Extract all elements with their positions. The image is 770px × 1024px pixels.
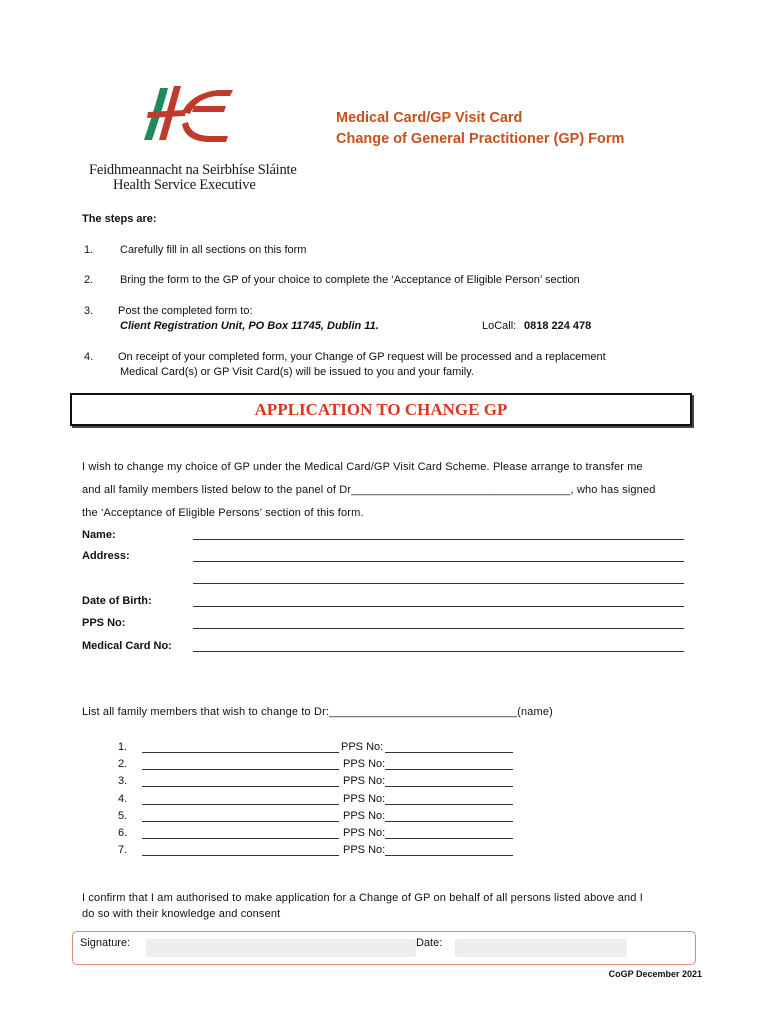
address-field-line1[interactable] [193, 561, 684, 562]
org-name-english: Health Service Executive [113, 177, 256, 193]
name-field[interactable] [193, 539, 684, 540]
step-text-continued: Medical Card(s) or GP Visit Card(s) will be issued to you and your family. [120, 366, 474, 378]
family-member-name-field[interactable] [142, 786, 339, 787]
hse-logo [138, 82, 238, 144]
form-code: CoGP December 2021 [608, 969, 702, 979]
address-field-line2[interactable] [193, 583, 684, 584]
date-label: Date: [416, 937, 443, 949]
signature-label: Signature: [80, 937, 131, 949]
address-label: Address: [82, 550, 130, 562]
family-row-number: 4. [118, 792, 128, 805]
family-row-number: 1. [118, 741, 128, 753]
confirm-line1: I confirm that I am authorised to make application for a Change of GP on behalf of all persons listed above and I [82, 892, 643, 904]
family-member-name-field[interactable] [142, 752, 339, 753]
family-member-name-field[interactable] [142, 855, 339, 856]
family-member-name-field[interactable] [142, 804, 339, 805]
locall-label: LoCall: [482, 320, 517, 332]
step-text: Bring the form to the GP of your choice to complete the ‘Acceptance of Eligible Person’ section [120, 274, 580, 286]
family-pps-field[interactable] [385, 855, 513, 856]
application-title-box [70, 393, 692, 426]
family-pps-label: PPS No: [343, 775, 386, 788]
postal-address: Client Registration Unit, PO Box 11745, Dublin 11. [120, 320, 379, 332]
family-pps-label: PPS No: [341, 741, 384, 753]
step-text: Carefully fill in all sections on this form [120, 244, 307, 256]
application-title: APPLICATION TO CHANGE GP [254, 400, 508, 419]
family-pps-label: PPS No: [343, 809, 386, 822]
dob-label: Date of Birth: [82, 595, 152, 607]
family-member-name-field[interactable] [142, 821, 339, 822]
family-pps-label: PPS No: [343, 758, 386, 771]
application-paragraph-line1: I wish to change my choice of GP under the Medical Card/GP Visit Card Scheme. Please arrange to transfer me [82, 461, 643, 473]
family-list-intro: List all family members that wish to change to Dr:______________________________(name) [82, 706, 553, 718]
signature-box [72, 931, 696, 965]
family-row-number: 2. [118, 758, 128, 771]
family-member-name-field[interactable] [142, 838, 339, 839]
step-number: 2. [84, 274, 94, 286]
step-number: 4. [84, 351, 94, 363]
dob-field[interactable] [193, 606, 684, 607]
family-pps-label: PPS No: [343, 844, 386, 857]
step-text: On receipt of your completed form, your Change of GP request will be processed and a replacement [118, 351, 606, 363]
family-pps-field[interactable] [385, 752, 513, 753]
family-pps-label: PPS No: [343, 792, 386, 805]
name-label: Name: [82, 529, 116, 541]
date-field[interactable] [455, 939, 627, 957]
org-name-irish: Feidhmeannacht na Seirbhíse Sláinte [89, 162, 297, 178]
form-title-line1: Medical Card/GP Visit Card [336, 110, 523, 126]
application-paragraph-line2: and all family members listed below to the panel of Dr___________________________________, who has signed [82, 484, 656, 496]
step-number: 1. [84, 244, 94, 256]
steps-heading: The steps are: [82, 213, 157, 225]
step-number: 3. [84, 305, 94, 317]
form-title-line2: Change of General Practitioner (GP) Form [336, 131, 625, 147]
family-row-number: 6. [118, 827, 128, 839]
family-pps-field[interactable] [385, 821, 513, 822]
family-pps-label: PPS No: [343, 827, 386, 839]
family-row-number: 7. [118, 844, 128, 857]
family-pps-field[interactable] [385, 804, 513, 805]
family-pps-field[interactable] [385, 838, 513, 839]
medical-card-label: Medical Card No: [82, 640, 172, 652]
locall-number: 0818 224 478 [524, 320, 592, 332]
signature-field[interactable] [146, 939, 416, 957]
step-text: Post the completed form to: [118, 305, 253, 317]
family-row-number: 3. [118, 775, 128, 788]
pps-field[interactable] [193, 628, 684, 629]
medical-card-field[interactable] [193, 651, 684, 652]
family-member-name-field[interactable] [142, 769, 339, 770]
family-pps-field[interactable] [385, 786, 513, 787]
family-row-number: 5. [118, 809, 128, 822]
confirm-line2: do so with their knowledge and consent [82, 908, 281, 920]
family-pps-field[interactable] [385, 769, 513, 770]
pps-label: PPS No: [82, 617, 126, 629]
application-paragraph-line3: the ‘Acceptance of Eligible Persons’ section of this form. [82, 507, 364, 519]
